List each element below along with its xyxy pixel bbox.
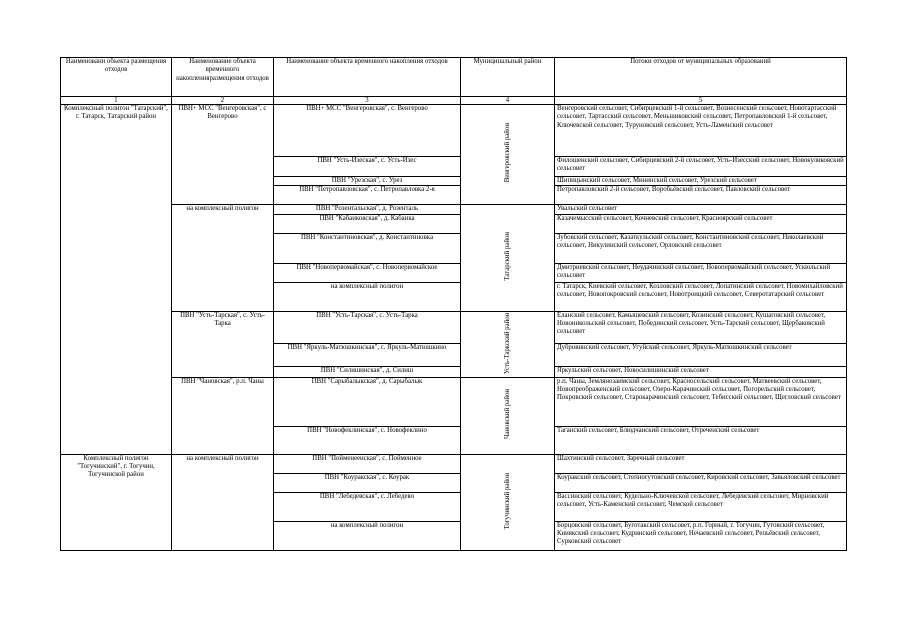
facility-cell: ПВН+ МСС "Венгеровская", с. Венгерово bbox=[274, 105, 461, 157]
district-chanovsky bbox=[461, 377, 555, 454]
column-number: 1 bbox=[61, 97, 172, 105]
flows-cell: Петропавловский 2-й сельсовет, Воробьёвский сельсовет, Павловский сельсовет bbox=[555, 186, 847, 205]
flows-cell: Филошенский сельсовет, Сибирцевский 2-й сельсовет, Усть-Изесский сельсовет, Новокуликовский сельсовет bbox=[555, 157, 847, 177]
facility-cell: ПВН "Розентальская", д. Розенталь bbox=[274, 205, 461, 214]
header-municipal-district: Муниципальный район bbox=[461, 58, 555, 97]
facility-cell: ПВН "Усть-Изеская", с. Усть-Изес bbox=[274, 157, 461, 177]
flows-cell: Вассинский сельсовет, Кудельно-Ключевской сельсовет, Лебедевский сельсовет, Мирновский сельсовет, Усть-Каменский сельсовет, Чемской сельсовет bbox=[555, 492, 847, 521]
facility-cell: ПВН "Новофеклинская", с. Новофеклино bbox=[274, 426, 461, 454]
table-row bbox=[61, 377, 847, 426]
flows-cell: Шипицынский сельсовет, Мининский сельсовет, Урезский сельсовет bbox=[555, 177, 847, 186]
flows-cell: Дубровинский сельсовет, Угуйский сельсовет, Яркуль-Матюшкинский сельсовет bbox=[555, 343, 847, 366]
flows-cell: Таганский сельсовет, Блюдчанский сельсовет, Отреченский сельсовет bbox=[555, 426, 847, 454]
flows-cell: Коуракский сельсовет, Степногутовский сельсовет, Кировский сельсовет, Завьяловский сельсовет bbox=[555, 473, 847, 492]
district-label: Венгеровский район bbox=[503, 123, 511, 183]
column-number: 2 bbox=[172, 97, 274, 105]
flows-cell: г. Татарск, Киевский сельсовет, Козловский сельсовет, Лопатинский сельсовет, Новомихайловский сельсовет, Новопокровский сельсовет, Новотроицкий сельсовет, Северотатарский сельсовет bbox=[555, 282, 847, 311]
column-number: 3 bbox=[274, 97, 461, 105]
facility-cell: ПВН "Коуракская", с. Коурак bbox=[274, 473, 461, 492]
facility-cell: ПВН "Новопервомайская", с. Новопервомайское bbox=[274, 263, 461, 282]
column-number: 4 bbox=[461, 97, 555, 105]
flows-cell: Борцовский сельсовет, Буготакский сельсовет, р.п. Горный, г. Тогучин, Гутовский сельсовет, Кииякский сельсовет, Кудринский сельсовет, Нечаевский сельсовет, Репьёвский сельсовет, Сурковский сельсовет bbox=[555, 521, 847, 550]
facility-cell: ПВН "Константиновская", д. Константиновка bbox=[274, 233, 461, 263]
facility-cell: ПВН "Петропавловская", с. Петропавловка 2-я bbox=[274, 186, 461, 205]
flows-cell: Увальский сельсовет bbox=[555, 205, 847, 214]
header-temporary-storage: Наименование объекта временного накопления отходов bbox=[274, 58, 461, 97]
facility-cell: на комплексный полигон bbox=[274, 282, 461, 311]
header-row bbox=[61, 58, 847, 97]
column-number: 5 bbox=[555, 97, 847, 105]
facility-cell: ПВН "Лебедевская", с. Лебедево bbox=[274, 492, 461, 521]
flows-cell: Еланский сельсовет, Камышевский сельсовет, Козинский сельсовет, Кушаговский сельсовет, Новоникольский сельсовет, Побединский сельсовет, Усть-Тарский сельсовет, Щербаковский сельсовет bbox=[555, 311, 847, 343]
table-row bbox=[61, 454, 847, 473]
district-toguchinsky bbox=[461, 454, 555, 550]
facility-cell: ПВН "Сарыбалыкская", д. Сарыбалык bbox=[274, 377, 461, 426]
flows-cell: Зубовский сельсовет, Казаткульский сельсовет, Константиновский сельсовет, Николаевский сельсовет, Никулинский сельсовет, Орловский сельсовет bbox=[555, 233, 847, 263]
facility-cell: ПВН "Урезская", с. Урез bbox=[274, 177, 461, 186]
facility-cell: ПВН "Кабанковская", д. Кабанка bbox=[274, 214, 461, 233]
district-vengerovsky bbox=[461, 105, 555, 205]
facility-cell: ПВН "Яркуль-Матюшкинская", с. Яркуль-Матюшкино bbox=[274, 343, 461, 366]
district-label: Усть-Таркский район bbox=[503, 311, 511, 374]
district-ust-tarksky bbox=[461, 311, 555, 377]
header-storage-object: Наименование объекта временного накопленияразмещения отходов bbox=[172, 58, 274, 97]
table-row bbox=[61, 311, 847, 343]
facility-cell: ПВН "Силишинская", д. Силиш bbox=[274, 367, 461, 378]
flows-cell: Дмитриевский сельсовет, Неудачинский сельсовет, Новопервомайский сельсовет, Ускюльский сельсовет bbox=[555, 263, 847, 282]
district-label: Чановский район bbox=[503, 389, 511, 440]
group-pvn-ust-tarka: ПВН "Усть-Тарская", с. Усть-Тарка bbox=[172, 311, 274, 377]
group-pvn-chany: ПВН "Чановская", р.п. Чаны bbox=[172, 377, 274, 454]
group-to-polygon: на комплексный полигон bbox=[172, 454, 274, 550]
flows-cell: Венгеровский сельсовет, Сибирцевский 1-й сельсовет, Вознесенский сельсовет, Новотартасский сельсовет, Тартасский сельсовет, Меньшиковский сельсовет, Петропавловский 1-й сельсовет, Ключевской сельсовет, Туруновский сельсовет, Усть-Ламенский сельсовет bbox=[555, 105, 847, 157]
header-waste-flows: Потоки отходов от муниципальных образований bbox=[555, 58, 847, 97]
waste-flow-table bbox=[60, 57, 847, 551]
header-disposal-object: Наименовани объекта размещения отходов bbox=[61, 58, 172, 97]
table-row bbox=[61, 205, 847, 214]
flows-cell: Казачемысский сельсовет, Кочневский сельсовет, Красноярский сельсовет bbox=[555, 214, 847, 233]
table-row bbox=[61, 105, 847, 157]
flows-cell: Шахтинский сельсовет, Заречный сельсовет bbox=[555, 454, 847, 473]
group-to-polygon: на комплексный полигон bbox=[172, 205, 274, 311]
column-number-row bbox=[61, 97, 847, 105]
flows-cell: Яркульский сельсовет, Новосилишинский сельсовет bbox=[555, 367, 847, 378]
facility-cell: ПВН "Пойменеенская", с. Пойменное bbox=[274, 454, 461, 473]
facility-cell: ПВН "Усть-Тарская", с. Усть-Тарка bbox=[274, 311, 461, 343]
district-label: Тогучинский район bbox=[503, 472, 511, 529]
disposal-site-toguchinsky: Комплексный полигон "Тогучинский", г. Тогучин, Тогучинской район bbox=[61, 454, 172, 550]
district-label: Татарский район bbox=[503, 231, 511, 281]
disposal-site-tatarsky: Комплексный полигон "Татарский", г. Татарск, Татарский район bbox=[61, 105, 172, 455]
flows-cell: р.п. Чаны, Землянозаимский сельсовет, Красносельский сельсовет, Матвеевский сельсовет, Новопреображенский сельсовет, Озеро-Карачинский сельсовет, Погорельский сельсовет, Покровский сельсовет, Старокарачинский сельсовет, Тебисский сельсовет, Щегловский сельсовет bbox=[555, 377, 847, 426]
group-pvn-vengerovo: ПВН+ МСС "Венгеровская", с Венгерово bbox=[172, 105, 274, 205]
facility-cell: на комплексный полигон bbox=[274, 521, 461, 550]
district-tatarsky bbox=[461, 205, 555, 311]
